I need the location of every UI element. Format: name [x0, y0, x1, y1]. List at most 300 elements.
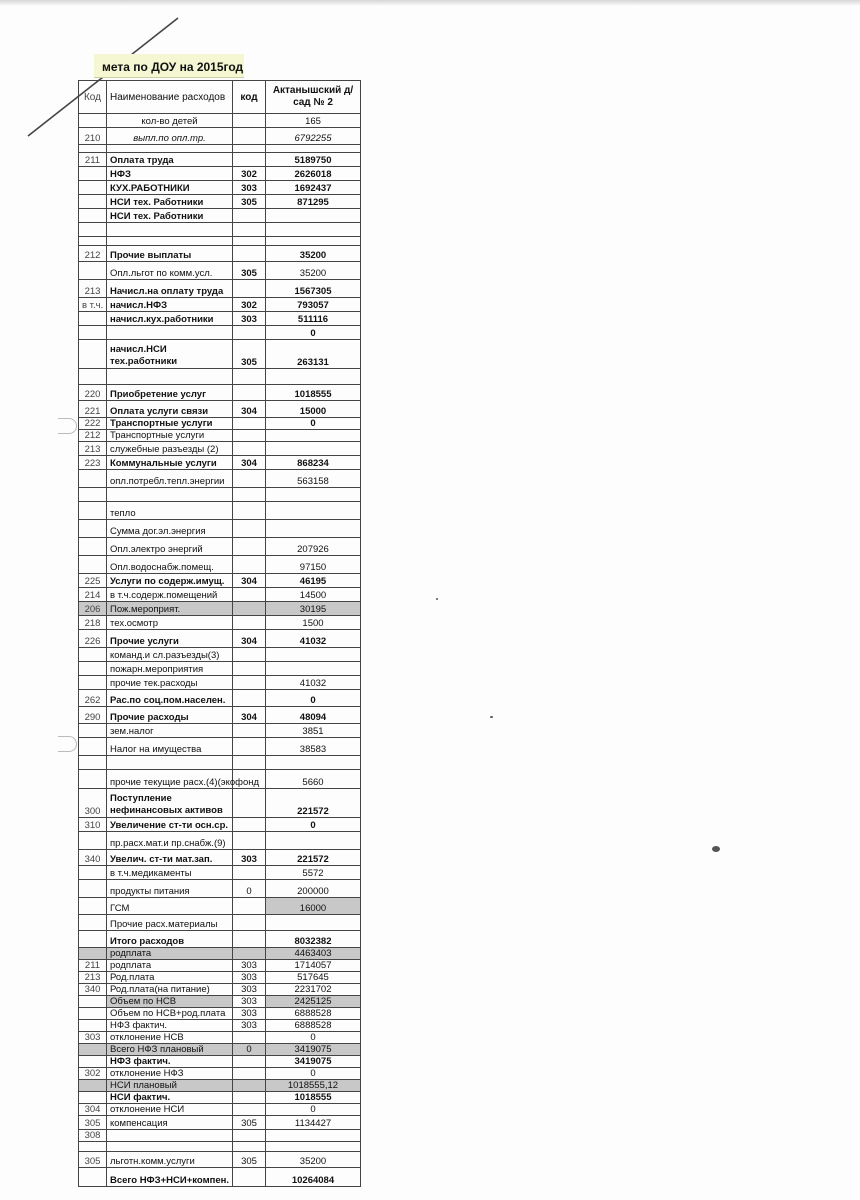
row-value	[266, 832, 361, 850]
row-value: 35200	[266, 1152, 361, 1168]
row-name: НСИ плановый	[107, 1080, 233, 1092]
row-code	[233, 1032, 266, 1044]
row-value: 165	[266, 114, 361, 128]
table-row	[79, 850, 361, 866]
table-row	[79, 298, 361, 312]
row-name	[107, 237, 233, 246]
row-kod	[79, 770, 107, 789]
header-kod: Код	[79, 81, 107, 114]
row-value: 0	[266, 1068, 361, 1080]
row-name: начисл.кух.работники	[107, 312, 233, 326]
table-row	[79, 724, 361, 738]
table-row	[79, 866, 361, 880]
row-code	[233, 676, 266, 690]
row-name: НСИ тех. Работники	[107, 209, 233, 223]
row-name: КУХ.РАБОТНИКИ	[107, 181, 233, 195]
row-name: в т.ч.содерж.помещений	[107, 588, 233, 602]
row-code	[233, 818, 266, 832]
row-kod: 300	[79, 789, 107, 818]
row-value: 1714057	[266, 960, 361, 972]
row-name: Оплата труда	[107, 153, 233, 167]
row-value: 5189750	[266, 153, 361, 167]
row-name: начисл.НСИ тех.работники	[107, 340, 233, 369]
row-kod: 221	[79, 401, 107, 418]
row-value	[266, 915, 361, 931]
row-kod: 218	[79, 616, 107, 630]
row-name: прочие тек.расходы	[107, 676, 233, 690]
row-name: Услуги по содерж.имущ.	[107, 574, 233, 588]
header-code: код	[233, 81, 266, 114]
row-value: 0	[266, 1032, 361, 1044]
row-name: Итого расходов	[107, 931, 233, 948]
row-value: 41032	[266, 630, 361, 648]
row-value: 97150	[266, 556, 361, 574]
row-name: НФЗ фактич.	[107, 1020, 233, 1032]
row-kod	[79, 1092, 107, 1104]
row-code	[233, 866, 266, 880]
table-row	[79, 114, 361, 128]
row-name: Прочие расходы	[107, 707, 233, 724]
row-name: продукты питания	[107, 880, 233, 898]
row-code	[233, 488, 266, 502]
scan-speck	[712, 846, 720, 852]
row-code	[233, 588, 266, 602]
row-code: 305	[233, 262, 266, 280]
row-value	[266, 223, 361, 237]
row-code	[233, 237, 266, 246]
row-kod	[79, 538, 107, 556]
row-kod	[79, 1142, 107, 1152]
row-name: Прочие расх.материалы	[107, 915, 233, 931]
table-row	[79, 470, 361, 488]
row-value: 2626018	[266, 167, 361, 181]
table-row	[79, 430, 361, 442]
table-row	[79, 1080, 361, 1092]
row-kod: 220	[79, 385, 107, 401]
row-name: Коммунальные услуги	[107, 456, 233, 470]
row-name: Увеличение ст-ти осн.ср.	[107, 818, 233, 832]
row-kod	[79, 488, 107, 502]
row-value: 1134427	[266, 1116, 361, 1130]
row-value	[266, 237, 361, 246]
row-name	[107, 488, 233, 502]
table-row	[79, 369, 361, 385]
row-name	[107, 145, 233, 153]
table-row	[79, 898, 361, 915]
table-row	[79, 756, 361, 770]
row-value: 1018555	[266, 1092, 361, 1104]
table-row	[79, 630, 361, 648]
row-value	[266, 756, 361, 770]
row-kod	[79, 556, 107, 574]
row-name: выпл.по опл.тр.	[107, 128, 233, 145]
table-row	[79, 984, 361, 996]
row-kod	[79, 340, 107, 369]
table-row	[79, 181, 361, 195]
row-value: 14500	[266, 588, 361, 602]
table-row	[79, 418, 361, 430]
row-code	[233, 1056, 266, 1068]
row-value: 35200	[266, 246, 361, 262]
row-value: 4463403	[266, 948, 361, 960]
row-code: 304	[233, 574, 266, 588]
row-kod	[79, 676, 107, 690]
row-kod	[79, 931, 107, 948]
row-value	[266, 662, 361, 676]
table-row	[79, 1168, 361, 1187]
row-value: 2231702	[266, 984, 361, 996]
row-kod	[79, 648, 107, 662]
table-row	[79, 223, 361, 237]
row-value: 793057	[266, 298, 361, 312]
row-kod	[79, 948, 107, 960]
row-code: 305	[233, 1116, 266, 1130]
table-row	[79, 456, 361, 470]
table-row	[79, 262, 361, 280]
row-value: 0	[266, 1104, 361, 1116]
table-row	[79, 556, 361, 574]
row-name: Объем по НСВ	[107, 996, 233, 1008]
row-kod: 304	[79, 1104, 107, 1116]
row-code	[233, 1092, 266, 1104]
row-code: 303	[233, 972, 266, 984]
row-kod: 302	[79, 1068, 107, 1080]
scan-edge	[0, 0, 860, 6]
row-code	[233, 520, 266, 538]
table-row	[79, 280, 361, 298]
row-value	[266, 1130, 361, 1142]
table-row	[79, 707, 361, 724]
row-value	[266, 442, 361, 456]
row-name: Начисл.на оплату труда	[107, 280, 233, 298]
page-title: мета по ДОУ на 2015год	[94, 54, 244, 78]
row-code	[233, 616, 266, 630]
table-row	[79, 690, 361, 707]
row-kod: 211	[79, 153, 107, 167]
table-row	[79, 602, 361, 616]
header-value: Актанышский д/сад № 2	[266, 81, 361, 114]
row-kod	[79, 898, 107, 915]
row-name: Прочие выплаты	[107, 246, 233, 262]
row-code: 304	[233, 630, 266, 648]
row-kod	[79, 502, 107, 520]
row-kod: 206	[79, 602, 107, 616]
row-name: Транспортные услуги	[107, 418, 233, 430]
row-code	[233, 602, 266, 616]
row-name	[107, 756, 233, 770]
table-row	[79, 972, 361, 984]
row-kod: 303	[79, 1032, 107, 1044]
row-kod: 213	[79, 280, 107, 298]
row-code	[233, 724, 266, 738]
row-kod: 223	[79, 456, 107, 470]
row-kod	[79, 181, 107, 195]
row-name: служебные разъезды (2)	[107, 442, 233, 456]
row-code	[233, 326, 266, 340]
table-row	[79, 948, 361, 960]
row-value: 0	[266, 326, 361, 340]
table-row	[79, 676, 361, 690]
row-value: 35200	[266, 262, 361, 280]
row-code: 303	[233, 996, 266, 1008]
row-value: 1018555	[266, 385, 361, 401]
row-kod: 226	[79, 630, 107, 648]
row-name: опл.потребл.тепл.энергии	[107, 470, 233, 488]
row-code	[233, 280, 266, 298]
row-value: 48094	[266, 707, 361, 724]
row-code	[233, 915, 266, 931]
row-code	[233, 1104, 266, 1116]
row-value: 6888528	[266, 1008, 361, 1020]
row-value: 6888528	[266, 1020, 361, 1032]
row-code: 304	[233, 456, 266, 470]
row-value: 200000	[266, 880, 361, 898]
table-row	[79, 442, 361, 456]
row-code	[233, 1068, 266, 1080]
row-code	[233, 948, 266, 960]
row-value	[266, 520, 361, 538]
table-row	[79, 1020, 361, 1032]
row-code	[233, 898, 266, 915]
row-code	[233, 385, 266, 401]
row-kod: 290	[79, 707, 107, 724]
row-code: 303	[233, 960, 266, 972]
row-kod	[79, 145, 107, 153]
row-name: ГСМ	[107, 898, 233, 915]
row-kod: 340	[79, 850, 107, 866]
row-kod: 305	[79, 1116, 107, 1130]
row-code	[233, 1130, 266, 1142]
row-kod: 212	[79, 246, 107, 262]
row-value: 15000	[266, 401, 361, 418]
row-name: Прочие услуги	[107, 630, 233, 648]
table-row	[79, 246, 361, 262]
row-name	[107, 223, 233, 237]
table-row	[79, 153, 361, 167]
row-value: 1692437	[266, 181, 361, 195]
row-kod	[79, 369, 107, 385]
row-code	[233, 246, 266, 262]
table-row	[79, 770, 361, 789]
row-name: Род.плата(на питание)	[107, 984, 233, 996]
row-name: пожарн.мероприятия	[107, 662, 233, 676]
row-value	[266, 488, 361, 502]
table-row	[79, 1130, 361, 1142]
row-name: начисл.НФЗ	[107, 298, 233, 312]
row-code	[233, 209, 266, 223]
budget-table	[78, 80, 361, 1187]
row-code	[233, 470, 266, 488]
row-name: Приобретение услуг	[107, 385, 233, 401]
row-name: Объем по НСВ+род.плата	[107, 1008, 233, 1020]
row-kod	[79, 866, 107, 880]
row-code: 303	[233, 312, 266, 326]
row-name	[107, 369, 233, 385]
row-code	[233, 648, 266, 662]
row-kod: 213	[79, 972, 107, 984]
row-code: 303	[233, 984, 266, 996]
row-name: прочие текущие расх.(4)(экофонд	[107, 770, 233, 789]
row-kod	[79, 237, 107, 246]
table-row	[79, 326, 361, 340]
row-value: 0	[266, 418, 361, 430]
table-row	[79, 195, 361, 209]
row-kod	[79, 1044, 107, 1056]
row-value: 263131	[266, 340, 361, 369]
row-name: Опл.электро энергий	[107, 538, 233, 556]
table-row	[79, 1152, 361, 1168]
table-row	[79, 996, 361, 1008]
row-value: 5572	[266, 866, 361, 880]
row-value: 868234	[266, 456, 361, 470]
row-code: 303	[233, 181, 266, 195]
table-row	[79, 789, 361, 818]
row-value: 38583	[266, 738, 361, 756]
row-value: 0	[266, 690, 361, 707]
row-kod	[79, 1008, 107, 1020]
row-kod	[79, 1080, 107, 1092]
table-row	[79, 167, 361, 181]
table-row	[79, 960, 361, 972]
row-code	[233, 153, 266, 167]
table-row	[79, 1092, 361, 1104]
row-value: 16000	[266, 898, 361, 915]
row-code	[233, 369, 266, 385]
row-value: 46195	[266, 574, 361, 588]
row-code	[233, 662, 266, 676]
row-name: Сумма дог.эл.энергия	[107, 520, 233, 538]
row-value	[266, 430, 361, 442]
row-code: 302	[233, 298, 266, 312]
row-value: 8032382	[266, 931, 361, 948]
row-value	[266, 502, 361, 520]
row-kod: 340	[79, 984, 107, 996]
row-kod	[79, 756, 107, 770]
row-value: 3419075	[266, 1044, 361, 1056]
row-code	[233, 442, 266, 456]
row-kod: 210	[79, 128, 107, 145]
table-row	[79, 145, 361, 153]
table-row	[79, 128, 361, 145]
row-value	[266, 1142, 361, 1152]
row-name: Род.плата	[107, 972, 233, 984]
row-value	[266, 145, 361, 153]
table-row	[79, 915, 361, 931]
row-kod	[79, 470, 107, 488]
row-code	[233, 556, 266, 574]
table-header	[79, 81, 361, 114]
table-row	[79, 385, 361, 401]
row-code	[233, 738, 266, 756]
row-name: кол-во детей	[107, 114, 233, 128]
row-value: 1567305	[266, 280, 361, 298]
row-code	[233, 1142, 266, 1152]
row-code	[233, 430, 266, 442]
row-kod	[79, 167, 107, 181]
row-name: пр.расх.мат.и пр.снабж.(9)	[107, 832, 233, 850]
row-kod: 213	[79, 442, 107, 456]
row-name: льготн.комм.услуги	[107, 1152, 233, 1168]
row-code	[233, 223, 266, 237]
row-code	[233, 502, 266, 520]
row-name: отклонение НСВ	[107, 1032, 233, 1044]
row-value: 563158	[266, 470, 361, 488]
row-name: отклонение НСИ	[107, 1104, 233, 1116]
row-code	[233, 538, 266, 556]
row-name: компенсация	[107, 1116, 233, 1130]
row-kod	[79, 1056, 107, 1068]
row-kod: 225	[79, 574, 107, 588]
row-value: 1018555,12	[266, 1080, 361, 1092]
row-name	[107, 1130, 233, 1142]
row-value: 5660	[266, 770, 361, 789]
row-name: НСИ фактич.	[107, 1092, 233, 1104]
row-code: 304	[233, 707, 266, 724]
row-kod	[79, 262, 107, 280]
table-row	[79, 488, 361, 502]
row-value: 30195	[266, 602, 361, 616]
row-kod: в т.ч.	[79, 298, 107, 312]
row-kod: 212	[79, 430, 107, 442]
row-value: 41032	[266, 676, 361, 690]
table-row	[79, 538, 361, 556]
row-value: 1500	[266, 616, 361, 630]
row-value: 221572	[266, 789, 361, 818]
row-kod	[79, 209, 107, 223]
row-code	[233, 418, 266, 430]
row-code: 0	[233, 880, 266, 898]
row-code: 0	[233, 1044, 266, 1056]
row-kod: 214	[79, 588, 107, 602]
row-value: 517645	[266, 972, 361, 984]
row-kod	[79, 1020, 107, 1032]
table-row	[79, 1044, 361, 1056]
scan-speck	[490, 716, 493, 718]
table-row	[79, 931, 361, 948]
row-value: 3419075	[266, 1056, 361, 1068]
row-name: Транспортные услуги	[107, 430, 233, 442]
table-row	[79, 616, 361, 630]
row-code	[233, 690, 266, 707]
table-row	[79, 1142, 361, 1152]
row-code: 305	[233, 1152, 266, 1168]
row-name: НСИ тех. Работники	[107, 195, 233, 209]
row-kod	[79, 114, 107, 128]
row-kod	[79, 223, 107, 237]
row-kod: 308	[79, 1130, 107, 1142]
table-row	[79, 1068, 361, 1080]
table-row	[79, 1008, 361, 1020]
row-name: родплата	[107, 948, 233, 960]
table-row	[79, 588, 361, 602]
row-name: Опл.льгот по комм.усл.	[107, 262, 233, 280]
row-kod	[79, 738, 107, 756]
table-row	[79, 237, 361, 246]
row-name: тех.осмотр	[107, 616, 233, 630]
table-row	[79, 312, 361, 326]
row-name: Пож.мероприят.	[107, 602, 233, 616]
row-value: 3851	[266, 724, 361, 738]
row-kod	[79, 662, 107, 676]
row-kod	[79, 312, 107, 326]
table-row	[79, 1116, 361, 1130]
row-code	[233, 789, 266, 818]
row-value: 871295	[266, 195, 361, 209]
row-code: 305	[233, 340, 266, 369]
table-row	[79, 648, 361, 662]
row-kod	[79, 1168, 107, 1187]
row-kod	[79, 724, 107, 738]
